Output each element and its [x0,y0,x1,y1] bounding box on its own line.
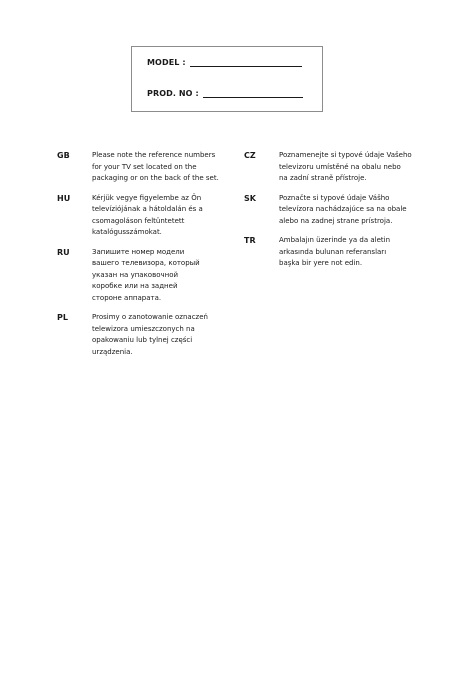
text-line: коробке или на задней [92,282,178,290]
language-code: SK [244,193,256,203]
language-entry-pl [57,312,257,358]
text-line: указан на упаковочной [92,270,179,279]
model-info-box [131,46,323,112]
text-line: стороне аппарата. [92,293,162,302]
language-text [279,193,439,228]
language-entry-cz [244,150,444,185]
prod-no-field [147,89,303,98]
right-language-column [244,150,444,278]
text-line: Prosimy o zanotowanie oznaczeń [92,313,208,321]
text-line: alebo na zadnej strane prístroja. [279,216,393,225]
text-line: Kérjük vegye figyelembe az Ön [92,193,202,202]
text-line: Запишите номер модели [92,247,185,256]
language-entry-gb [57,150,257,185]
text-line: telewizora umieszczonych na [92,324,195,333]
model-blank-line[interactable] [190,58,302,67]
language-code: PL [57,313,68,322]
prod-no-blank-line[interactable] [203,89,303,98]
left-language-column [57,150,257,366]
language-text [279,150,439,185]
language-code: TR [244,236,256,245]
language-text [92,193,252,239]
language-text [92,247,252,305]
text-line: csomagoláson feltüntetett [92,216,185,225]
language-code: RU [57,247,70,257]
text-line: na zadní straně přístroje. [279,174,367,182]
model-label: MODEL : [147,58,186,67]
language-entry-hu [57,193,257,239]
text-line: Poznačte si typové údaje Vášho [279,193,390,202]
text-line: televíziójának a hátoldalán és a [92,205,203,213]
language-text [279,235,439,270]
language-code: CZ [244,151,256,160]
text-line: opakowaniu lub tylnej części [92,336,193,344]
text-line: televizoru umístěné na obalu nebo [279,162,401,171]
text-line: başka bir yere not edin. [279,259,363,267]
text-line: Please note the reference numbers [92,151,216,159]
text-line: packaging or on the back of the set. [92,174,219,182]
language-code: HU [57,193,71,203]
prod-no-label: PROD. NO : [147,89,199,98]
text-line: for your TV set located on the [92,162,197,171]
language-entry-tr [244,235,444,270]
text-line: вашего телевизора, который [92,259,200,267]
language-entry-sk [244,193,444,228]
text-line: Poznamenejte si typové údaje Vašeho [279,151,412,159]
model-field [147,58,302,67]
language-text [92,312,252,358]
language-code: GB [57,151,70,160]
language-entry-ru [57,247,257,305]
language-text [92,150,252,185]
text-line: Ambalajın üzerinde ya da aletin [279,236,391,244]
text-line: arkasında bulunan referansları [279,247,387,256]
text-line: katalógusszámokat. [92,228,162,236]
text-line: televízora nachádzajúce sa na obale [279,205,407,213]
text-line: urządzenia. [92,347,133,356]
